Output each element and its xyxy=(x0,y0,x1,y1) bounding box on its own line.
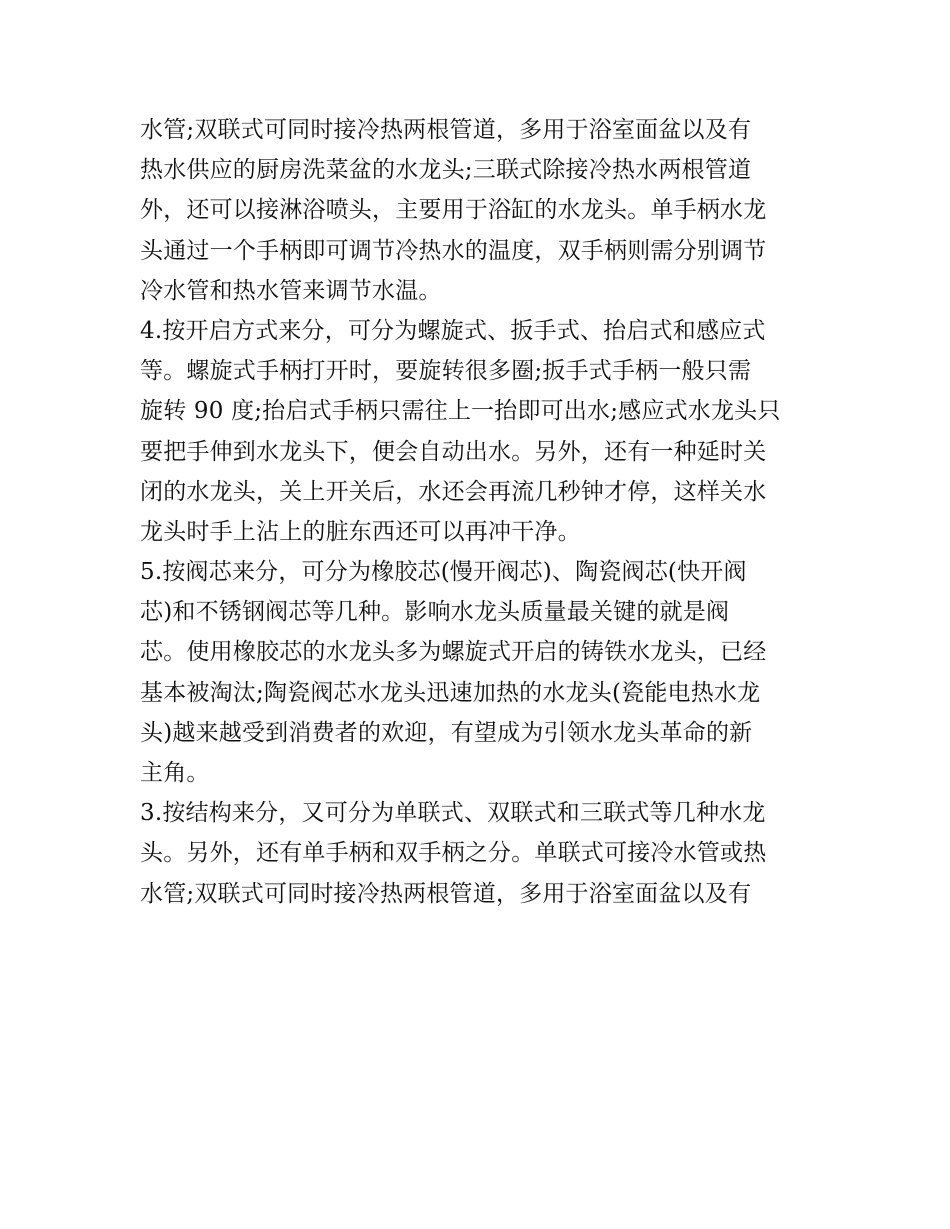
text-line: 水管;双联式可同时接冷热两根管道，多用于浴室面盆以及有 xyxy=(140,880,752,907)
text-line: 头。另外，还有单手柄和双手柄之分。单联式可接冷水管或热 xyxy=(140,840,767,867)
text-line: 热水供应的厨房洗菜盆的水龙头;三联式除接冷热水两根管道 xyxy=(140,157,752,184)
text-line: 要把手伸到水龙头下，便会自动出水。另外，还有一种延时关 xyxy=(140,438,767,465)
text-line: 旋转 90 度;抬启式手柄只需往上一抬即可出水;感应式水龙头只 xyxy=(140,398,781,425)
text-line: 头)越来越受到消费者的欢迎，有望成为引领水龙头革命的新 xyxy=(140,719,753,746)
text-line: 5.按阀芯来分，可分为橡胶芯(慢开阀芯)、陶瓷阀芯(快开阀 xyxy=(140,559,747,586)
text-line: 龙头时手上沾上的脏东西还可以再冲干净。 xyxy=(140,518,581,545)
text-line: 4.按开启方式来分，可分为螺旋式、扳手式、抬启式和感应式 xyxy=(140,317,766,344)
body-text xyxy=(140,110,820,914)
text-line: 头通过一个手柄即可调节冷热水的温度，双手柄则需分别调节 xyxy=(140,237,767,264)
text-line: 水管;双联式可同时接冷热两根管道，多用于浴室面盆以及有 xyxy=(140,117,752,143)
text-line: 外，还可以接淋浴喷头，主要用于浴缸的水龙头。单手柄水龙 xyxy=(140,197,767,224)
text-line: 闭的水龙头，关上开关后，水还会再流几秒钟才停，这样关水 xyxy=(140,478,767,505)
text-line: 3.按结构来分，又可分为单联式、双联式和三联式等几种水龙 xyxy=(140,800,766,827)
text-line: 基本被淘汰;陶瓷阀芯水龙头迅速加热的水龙头(瓷能电热水龙 xyxy=(140,679,761,706)
text-line: 芯)和不锈钢阀芯等几种。影响水龙头质量最关键的就是阀 xyxy=(140,599,730,626)
text-line: 芯。使用橡胶芯的水龙头多为螺旋式开启的铸铁水龙头，已经 xyxy=(140,639,767,666)
text-line: 主角。 xyxy=(140,760,210,786)
text-line: 冷水管和热水管来调节水温。 xyxy=(140,277,442,304)
text-line: 等。螺旋式手柄打开时，要旋转很多圈;扳手式手柄一般只需 xyxy=(140,358,752,385)
